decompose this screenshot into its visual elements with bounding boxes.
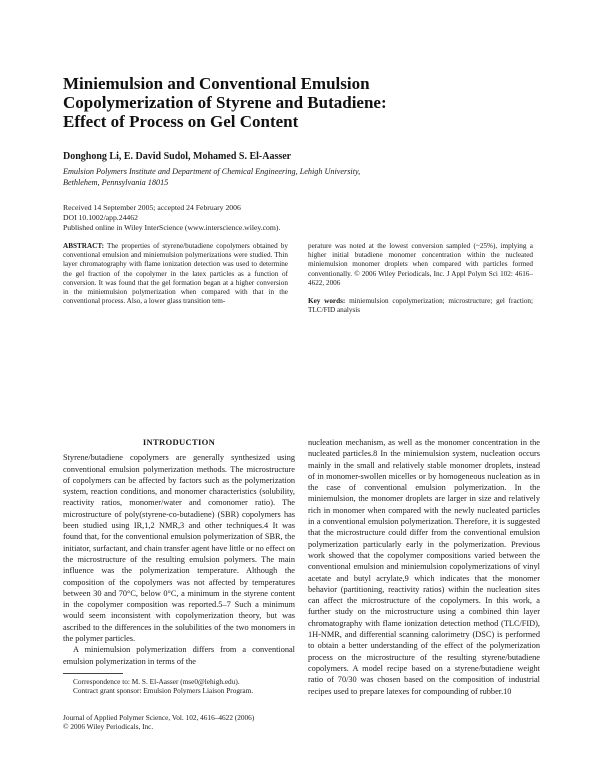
title-line: Effect of Process on Gel Content (63, 112, 299, 131)
copyright-line: © 2006 Wiley Periodicals, Inc. (63, 722, 154, 732)
keywords-label: Key words: (308, 297, 346, 306)
doi: DOI 10.1002/app.24462 (63, 213, 138, 222)
author-list: Donghong Li, E. David Sudol, Mohamed S. El-Aasser (63, 151, 292, 162)
abstract-text-part2: perature was noted at the lowest conversion sampled (~25%), implying a higher initial butadiene monomer concentration within the nucleated miniemulsion monomer droplets when compared with particles formed conventionally. © 2006 Wiley Periodicals, Inc. J Appl Polym Sci 102: 4616–4622, 2006 (308, 242, 533, 287)
affiliation-line: Emulsion Polymers Institute and Department of Chemical Engineering, Lehigh University, (63, 167, 361, 176)
correspondence-note: Correspondence to: M. S. El-Aasser (mse0@lehigh.edu). (73, 677, 240, 686)
intro-paragraph-1: Styrene/butadiene copolymers are generally synthesized using conventional emulsion polymerization methods. The microstructure of copolymers can be affected by factors such as the polymerization system, reaction conditions, and monomer characteristics (solubility, reactivity ratios, monomer/water and comonomer ratio). The microstructure of poly(styrene-co-butadiene) (SBR) copolymers has been studied using IR,1,2 NMR,3 and other techniques.4 It was found that, for the conventional emulsion polymerization of SBR, the initiator, surfactant, and chain transfer agent have little or no effect on the microstructure of the resulting emulsion polymers. The main influence was the polymerization temperature. Although the composition of the copolymers was not affected by temperatures between 30 and 70°C, below 0°C, a minimum in the styrene content in the copolymer composition was reported.5–7 Such a minimum would seem inconsistent with copolymerization theory, but was ascribed to the differences in the solubilities of the two monomers in the polymer particles. (63, 453, 295, 644)
published-online: Published online in Wiley InterScience (www.interscience.wiley.com). (63, 223, 281, 232)
affiliation (63, 167, 543, 188)
received-accepted: Received 14 September 2005; accepted 24 February 2006 (63, 203, 241, 212)
intro-paragraph-2: A miniemulsion polymerization differs from a conventional emulsion polymerization in terms of the (63, 645, 295, 666)
footnote-divider (63, 673, 123, 674)
journal-citation: Journal of Applied Polymer Science, Vol. 102, 4616–4622 (2006) (63, 713, 255, 722)
body-left-column (63, 437, 295, 667)
footnotes (63, 677, 295, 695)
section-heading-introduction: INTRODUCTION (142, 437, 216, 447)
abstract-text-part1: The properties of styrene/butadiene copolymers obtained by conventional emulsion and miniemulsion polymerizations were studied. Thin layer chromatography with flame ionization detection was used to determine the gel fraction of the copolymer in the latex particles as a function of conversion. It was found that the gel formation began at a higher conversion in the miniemulsion polymerization when compared with that in the conventional process. Also, a lower glass transition tem- (63, 242, 288, 306)
abstract-left-column (63, 242, 288, 306)
publication-dates (63, 203, 543, 233)
abstract-right-column (308, 242, 533, 315)
body-right-column (308, 437, 540, 697)
intro-paragraph-3: nucleation mechanism, as well as the monomer concentration in the nucleated particles.8 In the miniemulsion system, nucleation occurs mainly in the small and relatively stable monomer droplets, instead of in monomer-swollen micelles or by homogeneous nucleation as in the case of conventional emulsion polymerization. In the miniemulsion, the monomer droplets are larger in size and relatively rich in monomer when compared with the newly nucleated particles in a conventional emulsion polymerization. Therefore, it is suggested that the microstructure could differ from the conventional emulsion polymerization particularly early in the polymerization. Previous work showed that the copolymer compositions varied between the conventional emulsion and miniemulsion copolymerizations of vinyl acetate and butyl acrylate,9 which indicates that the monomer behavior (partitioning, reactivity ratios) within the nucleation sites can affect the microstructure of the copolymers. In this work, a further study on the microstructure using a combined thin layer chromatography with flame ionization detection method (TLC/FID), 1H-NMR, and differential scanning calorimetry (DSC) is performed to obtain a better understanding of the effect of the polymerization process on the microstructure of the resulting styrene/butadiene copolymers. A model recipe based on a styrene/butadiene weight ratio of 70/30 was chosen based on the composition of industrial recipes used to prepare latexes for compounding of rubber.10 (308, 438, 540, 696)
title-line: Miniemulsion and Conventional Emulsion (63, 74, 370, 93)
keywords (308, 297, 533, 315)
grant-note: Contract grant sponsor: Emulsion Polymers Liaison Program. (73, 686, 254, 696)
abstract-label: ABSTRACT: (63, 242, 105, 250)
title-line: Copolymerization of Styrene and Butadiene: (63, 93, 387, 112)
journal-footer (63, 713, 295, 731)
affiliation-line: Bethlehem, Pennsylvania 18015 (63, 177, 169, 187)
keywords-text: miniemulsion copolymerization; microstructure; gel fraction; TLC/FID analysis (308, 297, 533, 315)
article-title (63, 74, 543, 131)
